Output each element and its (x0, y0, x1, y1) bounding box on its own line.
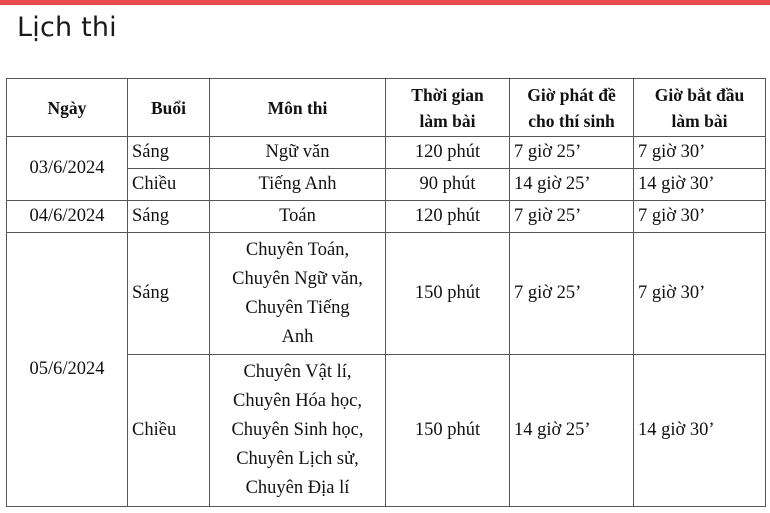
row-paper-time: 7 giờ 25’ (510, 201, 634, 233)
row-duration: 150 phút (386, 233, 510, 355)
top-accent-bar (0, 0, 770, 5)
row-paper-time: 7 giờ 25’ (510, 233, 634, 355)
header-start-time: Giờ bắt đầu làm bài (634, 79, 766, 137)
row-date: 03/6/2024 (7, 137, 128, 201)
row-duration: 120 phút (386, 201, 510, 233)
table-row (7, 201, 766, 233)
row-start-time: 7 giờ 30’ (634, 201, 766, 233)
row-paper-time: 14 giờ 25’ (510, 169, 634, 201)
row-paper-time: 14 giờ 25’ (510, 355, 634, 507)
exam-schedule-table (6, 78, 766, 507)
row-session: Sáng (128, 201, 210, 233)
row-session: Chiều (128, 169, 210, 201)
table-header-row (7, 79, 766, 137)
page-title: Lịch thi (17, 12, 117, 43)
row-paper-time: 7 giờ 25’ (510, 137, 634, 169)
row-subject: Chuyên Vật lí, Chuyên Hóa học, Chuyên Sinh học, Chuyên Lịch sử, Chuyên Địa lí (210, 355, 386, 507)
row-subject: Chuyên Toán, Chuyên Ngữ văn, Chuyên Tiếng Anh (210, 233, 386, 355)
row-duration: 150 phút (386, 355, 510, 507)
table-row (7, 137, 766, 169)
header-date: Ngày (7, 79, 128, 137)
table-row (7, 233, 766, 355)
header-subject: Môn thi (210, 79, 386, 137)
row-subject: Toán (210, 201, 386, 233)
row-session: Chiều (128, 355, 210, 507)
row-date: 04/6/2024 (7, 201, 128, 233)
header-paper-time: Giờ phát đề cho thí sinh (510, 79, 634, 137)
header-session: Buổi (128, 79, 210, 137)
row-start-time: 7 giờ 30’ (634, 233, 766, 355)
row-start-time: 14 giờ 30’ (634, 169, 766, 201)
row-date: 05/6/2024 (7, 233, 128, 507)
row-session: Sáng (128, 137, 210, 169)
row-duration: 90 phút (386, 169, 510, 201)
row-start-time: 14 giờ 30’ (634, 355, 766, 507)
row-subject: Ngữ văn (210, 137, 386, 169)
row-session: Sáng (128, 233, 210, 355)
header-duration: Thời gian làm bài (386, 79, 510, 137)
row-subject: Tiếng Anh (210, 169, 386, 201)
row-start-time: 7 giờ 30’ (634, 137, 766, 169)
row-duration: 120 phút (386, 137, 510, 169)
